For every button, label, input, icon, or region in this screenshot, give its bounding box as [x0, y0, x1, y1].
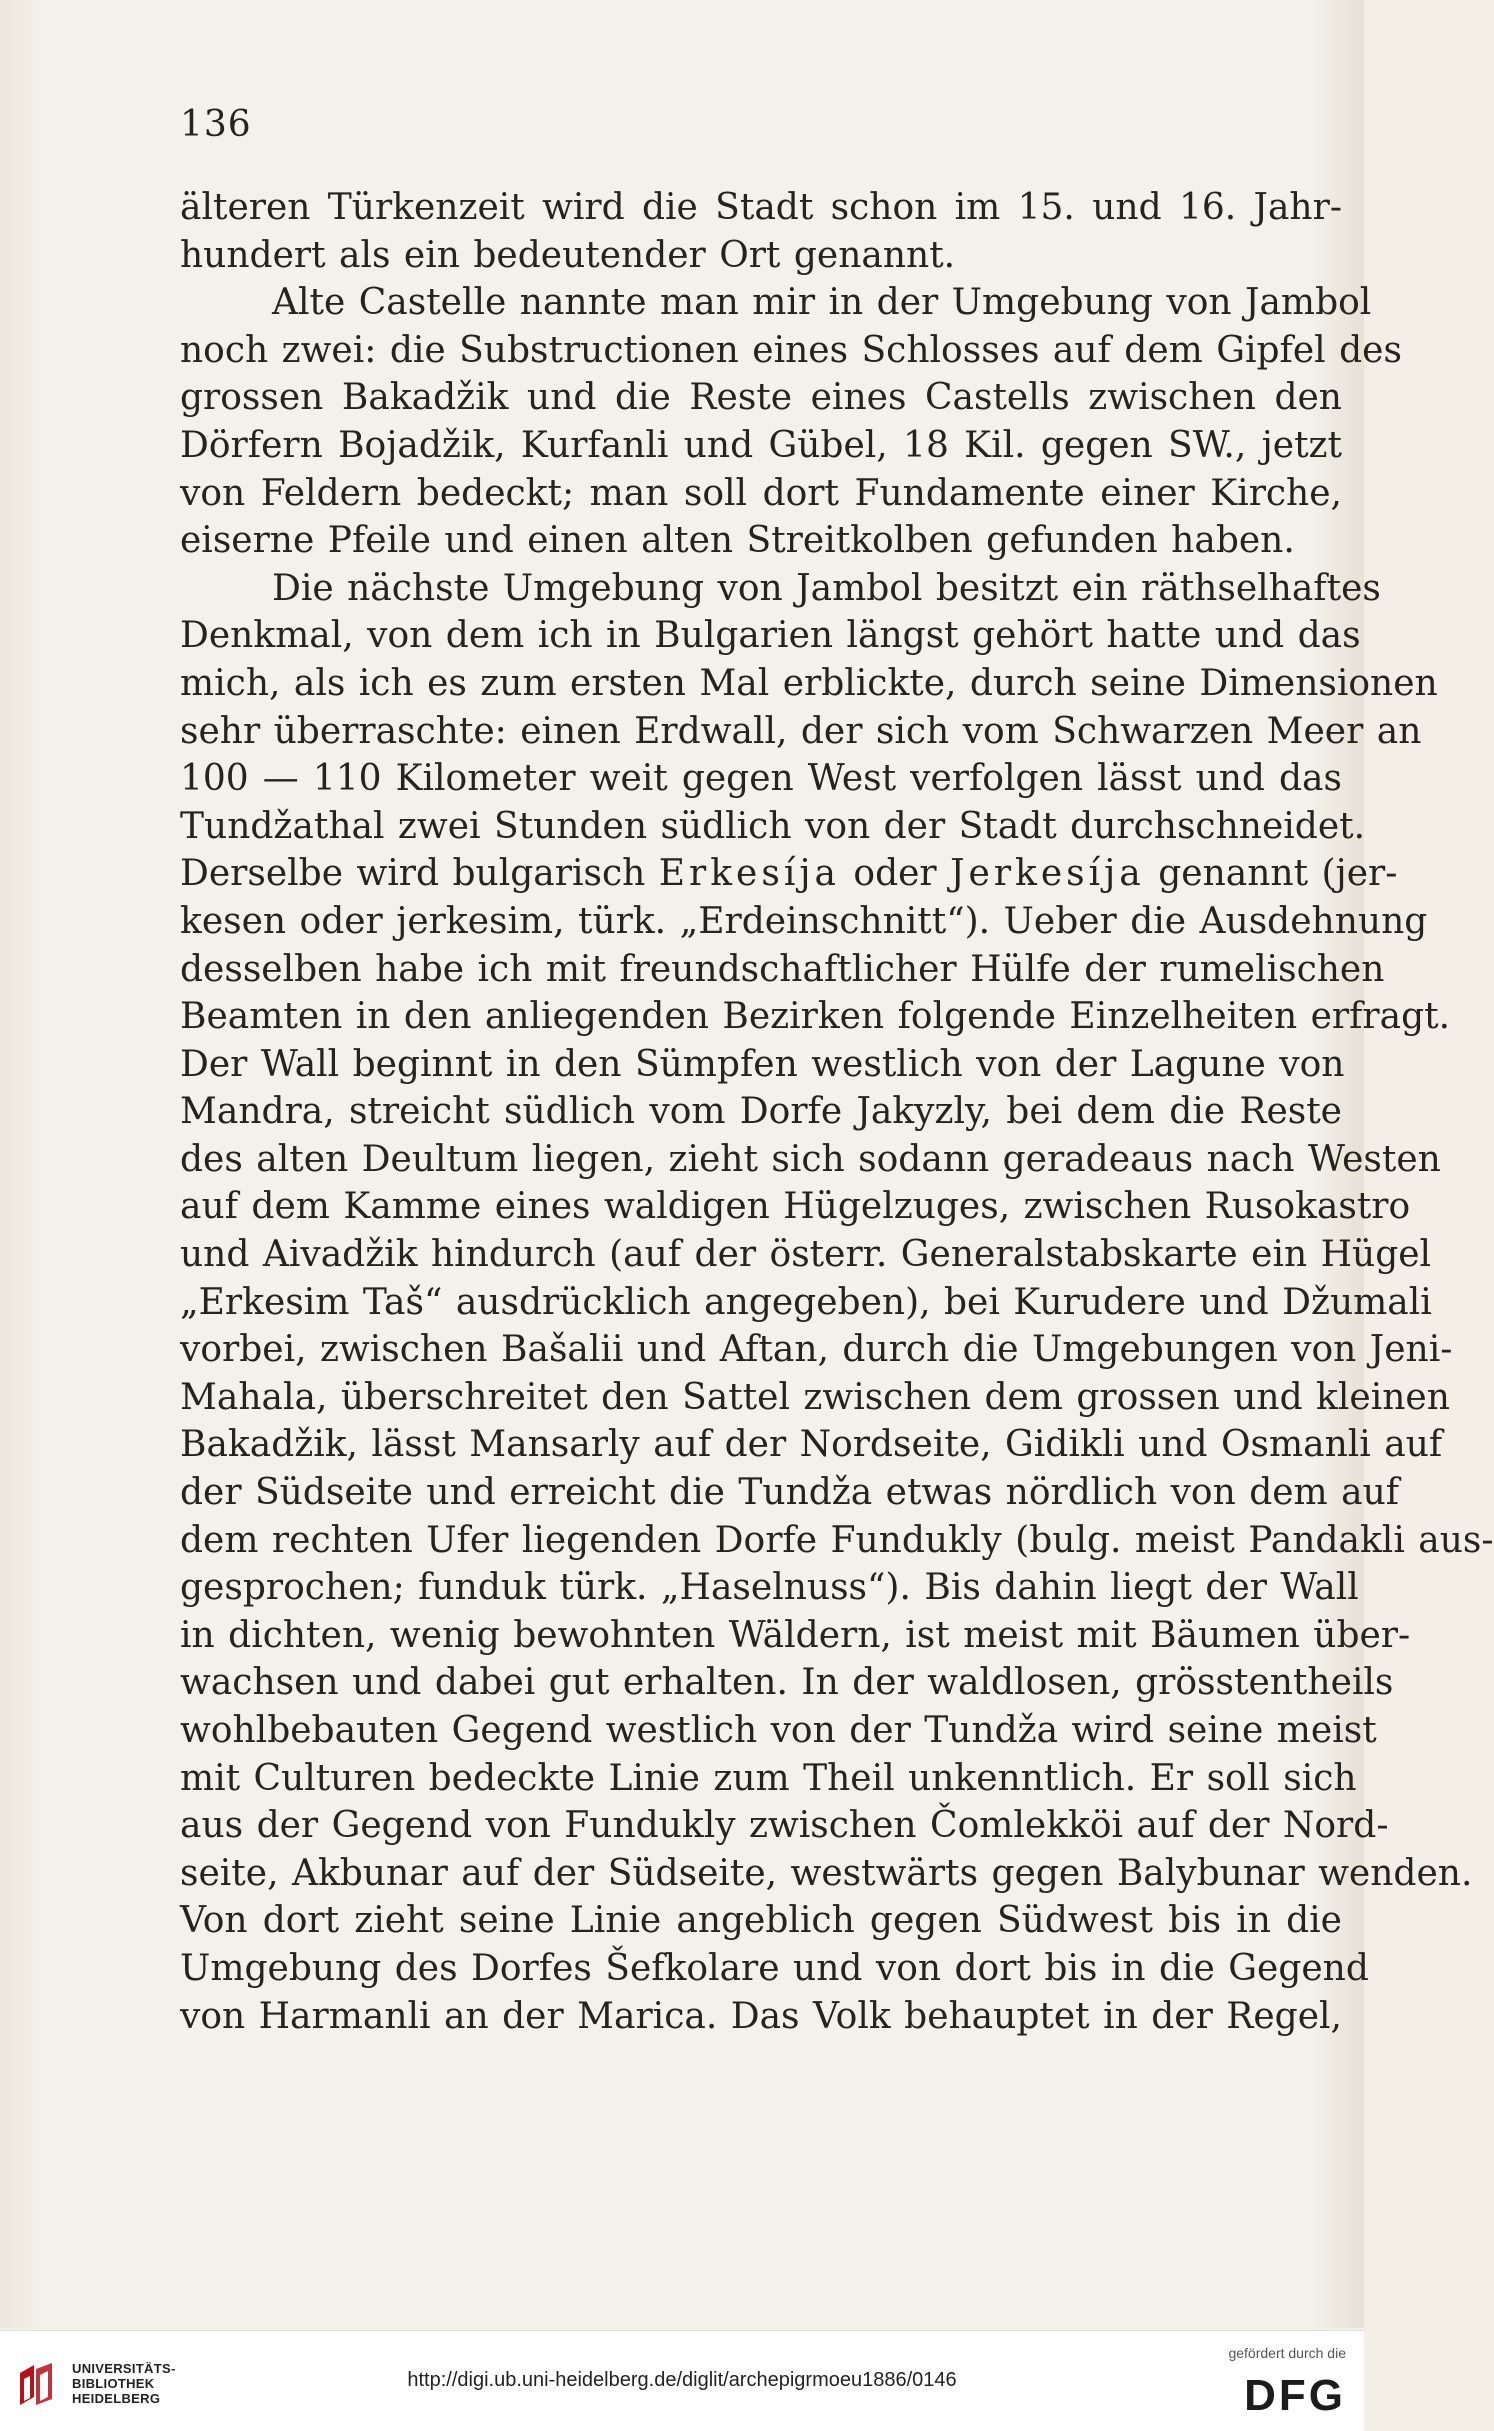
text-line: hundert als ein bedeutender Ort genannt.: [180, 234, 956, 276]
text-line: der Südseite und erreicht die Tundža etwas nördlich von dem auf: [180, 1472, 1400, 1514]
text-line: auf dem Kamme eines waldigen Hügelzuges, zwischen Rusokastro: [180, 1186, 1411, 1228]
text-line: von Feldern bedeckt; man soll dort Fundamente einer Kirche,: [180, 472, 1342, 514]
text-line: Dörfern Bojadžik, Kurfanli und Gübel, 18 Kil. gegen SW., jetzt: [180, 424, 1342, 466]
text-segment: oder: [839, 853, 951, 895]
term-jerkesija: Jerkesíja: [950, 853, 1145, 895]
text-line: gesprochen; funduk türk. „Haselnuss“). Bis dahin liegt der Wall: [180, 1567, 1359, 1609]
text-line: eiserne Pfeile und einen alten Streitkolben gefunden haben.: [180, 520, 1295, 562]
text-line: in dichten, wenig bewohnten Wäldern, ist meist mit Bäumen über-: [180, 1614, 1411, 1656]
text-line: und Aivadžik hindurch (auf der österr. Generalstabskarte ein Hügel: [180, 1234, 1432, 1276]
text-line: älteren Türkenzeit wird die Stadt schon im 15. und 16. Jahr-: [180, 187, 1342, 228]
text-line: Umgebung des Dorfes Šefkolare und von dort bis in die Gegend: [180, 1947, 1369, 1989]
text-line: Denkmal, von dem ich in Bulgarien längst gehört hatte und das: [180, 615, 1361, 657]
text-line: Der Wall beginnt in den Sümpfen westlich von der Lagune von: [180, 1043, 1345, 1085]
dfg-logo: DFG: [1244, 2371, 1346, 2420]
text-line: Tundžathal zwei Stunden südlich von der Stadt durchschneidet.: [180, 805, 1366, 847]
text-line: wohlbebauten Gegend westlich von der Tundža wird seine meist: [180, 1710, 1377, 1751]
text-line: Alte Castelle nannte man mir in der Umgebung von Jambol: [272, 282, 1372, 324]
library-name: UNIVERSITÄTS- BIBLIOTHEK HEIDELBERG: [72, 2361, 176, 2406]
funding-note: gefördert durch die: [1228, 2345, 1346, 2361]
text-line: kesen oder jerkesim, türk. „Erdeinschnitt“). Ueber die Ausdehnung: [180, 900, 1428, 942]
text-line: Von dort zieht seine Linie angeblich gegen Südwest bis in die: [180, 1900, 1342, 1942]
digitization-footer: [0, 2330, 1364, 2431]
text-line: Die nächste Umgebung von Jambol besitzt ein räthselhaftes: [272, 567, 1381, 609]
text-line: von Harmanli an der Marica. Das Volk behauptet in der Regel,: [180, 1995, 1342, 2037]
text-segment: Derselbe wird bulgarisch: [180, 853, 659, 895]
text-line: aus der Gegend von Fundukly zwischen Čomlekköi auf der Nord-: [180, 1805, 1389, 1847]
body-text: [180, 184, 1494, 2040]
text-line: dem rechten Ufer liegenden Dorfe Fundukly (bulg. meist Pandakli aus-: [180, 1519, 1494, 1561]
text-line: mich, als ich es zum ersten Mal erblickte, durch seine Dimensionen: [180, 662, 1438, 704]
text-line: Beamten in den anliegenden Bezirken folgende Einzelheiten erfragt.: [180, 996, 1451, 1038]
text-line: noch zwei: die Substructionen eines Schlosses auf dem Gipfel des: [180, 329, 1402, 371]
text-line: Mahala, überschreitet den Sattel zwischen dem grossen und kleinen: [180, 1376, 1450, 1418]
term-erkesija: Erkesíja: [658, 853, 840, 895]
text-line: 100 — 110 Kilometer weit gegen West verfolgen lässt und das: [180, 758, 1342, 800]
text-line: des alten Deultum liegen, zieht sich sodann geradeaus nach Westen: [180, 1138, 1441, 1180]
text-line: desselben habe ich mit freundschaftlicher Hülfe der rumelischen: [180, 948, 1385, 990]
text-line: grossen Bakadžik und die Reste eines Castells zwischen den: [180, 377, 1342, 419]
text-segment: genannt (jer-: [1144, 853, 1398, 895]
text-line: [180, 850, 1398, 898]
text-line: seite, Akbunar auf der Südseite, westwärts gegen Balybunar wenden.: [180, 1852, 1473, 1894]
source-url-link[interactable]: http://digi.ub.uni-heidelberg.de/diglit/archepigrmoeu1886/0146: [407, 2369, 957, 2391]
text-line: mit Culturen bedeckte Linie zum Theil unkenntlich. Er soll sich: [180, 1757, 1357, 1799]
text-line: vorbei, zwischen Bašalii und Aftan, durch die Umgebungen von Jeni-: [180, 1329, 1453, 1371]
page-number: 136: [180, 104, 252, 145]
text-line: Mandra, streicht südlich vom Dorfe Jakyzly, bei dem die Reste: [180, 1091, 1342, 1133]
text-line: sehr überraschte: einen Erdwall, der sich vom Schwarzen Meer an: [180, 710, 1422, 752]
text-line: wachsen und dabei gut erhalten. In der waldlosen, grösstentheils: [180, 1662, 1394, 1704]
text-line: „Erkesim Taš“ ausdrücklich angegeben), bei Kurudere und Džumali: [180, 1281, 1432, 1323]
text-line: Bakadžik, lässt Mansarly auf der Nordseite, Gidikli und Osmanli auf: [180, 1424, 1443, 1466]
